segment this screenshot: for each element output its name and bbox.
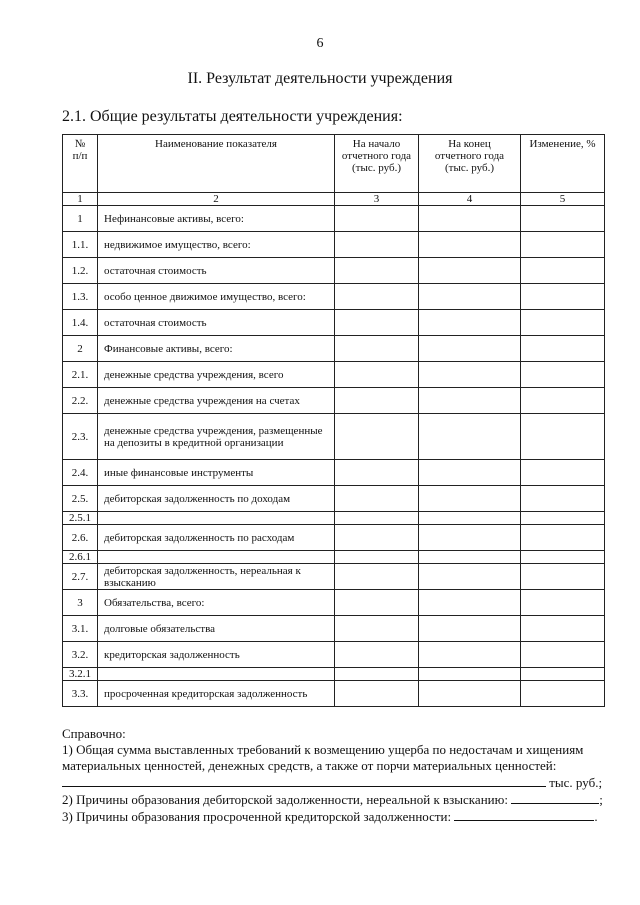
value-change-percent[interactable] xyxy=(521,551,605,564)
row-indicator-name: Финансовые активы, всего: xyxy=(98,336,335,362)
note-3 xyxy=(62,808,607,825)
table-row xyxy=(63,460,605,486)
value-change-percent[interactable] xyxy=(521,642,605,668)
table-row xyxy=(63,525,605,551)
value-start-of-year[interactable] xyxy=(335,616,419,642)
value-end-of-year[interactable] xyxy=(419,525,521,551)
table-row xyxy=(63,336,605,362)
value-start-of-year[interactable] xyxy=(335,388,419,414)
table-row xyxy=(63,232,605,258)
value-start-of-year[interactable] xyxy=(335,460,419,486)
row-number: 2.1. xyxy=(63,362,98,388)
value-change-percent[interactable] xyxy=(521,525,605,551)
value-start-of-year[interactable] xyxy=(335,414,419,460)
value-change-percent[interactable] xyxy=(521,681,605,707)
note-1-line-1: 1) Общая сумма выставленных требований к возмещению ущерба по недостачам и хищениям xyxy=(62,742,584,757)
value-end-of-year[interactable] xyxy=(419,590,521,616)
column-number: 4 xyxy=(419,193,521,206)
row-number: 3.2. xyxy=(63,642,98,668)
header-indicator: Наименование показателя xyxy=(98,135,335,193)
table-row xyxy=(63,486,605,512)
row-indicator-name xyxy=(98,668,335,681)
value-change-percent[interactable] xyxy=(521,414,605,460)
value-end-of-year[interactable] xyxy=(419,460,521,486)
value-change-percent[interactable] xyxy=(521,362,605,388)
note-3-text: 3) Причины образования просроченной кредиторской задолженности: xyxy=(62,809,452,824)
value-start-of-year[interactable] xyxy=(335,486,419,512)
row-number: 2.6. xyxy=(63,525,98,551)
table-row xyxy=(63,310,605,336)
column-number: 1 xyxy=(63,193,98,206)
row-indicator-name: денежные средства учреждения, всего xyxy=(98,362,335,388)
row-number: 2.2. xyxy=(63,388,98,414)
table-row xyxy=(63,590,605,616)
value-change-percent[interactable] xyxy=(521,668,605,681)
row-number: 3.2.1 xyxy=(63,668,98,681)
row-indicator-name xyxy=(98,551,335,564)
note-2-blank-field[interactable] xyxy=(511,791,599,804)
table-header-row xyxy=(63,135,605,193)
note-1-line-2: материальных ценностей, денежных средств, а также от порчи материальных ценностей: xyxy=(62,758,557,773)
row-indicator-name: дебиторская задолженность по доходам xyxy=(98,486,335,512)
value-change-percent[interactable] xyxy=(521,460,605,486)
table-row xyxy=(63,616,605,642)
row-indicator-name: просроченная кредиторская задолженность xyxy=(98,681,335,707)
row-number: 3.3. xyxy=(63,681,98,707)
value-end-of-year[interactable] xyxy=(419,414,521,460)
header-number: № п/п xyxy=(63,135,98,193)
value-end-of-year[interactable] xyxy=(419,206,521,232)
value-start-of-year[interactable] xyxy=(335,206,419,232)
table-row xyxy=(63,681,605,707)
note-3-end: . xyxy=(594,809,598,824)
row-indicator-name: остаточная стоимость xyxy=(98,258,335,284)
value-start-of-year[interactable] xyxy=(335,681,419,707)
row-indicator-name: остаточная стоимость xyxy=(98,310,335,336)
header-end-of-year: На конец отчетного года (тыс. руб.) xyxy=(419,135,521,193)
note-1-unit: тыс. руб.; xyxy=(549,775,603,790)
value-end-of-year[interactable] xyxy=(419,616,521,642)
value-end-of-year[interactable] xyxy=(419,232,521,258)
table-row xyxy=(63,414,605,460)
table-row xyxy=(63,551,605,564)
value-start-of-year[interactable] xyxy=(335,336,419,362)
value-end-of-year[interactable] xyxy=(419,310,521,336)
row-number: 1.1. xyxy=(63,232,98,258)
table-row xyxy=(63,512,605,525)
page-number: 6 xyxy=(316,36,324,51)
value-end-of-year[interactable] xyxy=(419,388,521,414)
section-title: II. Результат деятельности учреждения xyxy=(187,70,453,87)
value-start-of-year[interactable] xyxy=(335,642,419,668)
value-start-of-year[interactable] xyxy=(335,512,419,525)
value-end-of-year[interactable] xyxy=(419,668,521,681)
note-2-end: ; xyxy=(599,792,603,807)
value-start-of-year[interactable] xyxy=(335,551,419,564)
row-number: 2.6.1 xyxy=(63,551,98,564)
row-indicator-name: особо ценное движимое имущество, всего: xyxy=(98,284,335,310)
row-number: 1.4. xyxy=(63,310,98,336)
note-2-text: 2) Причины образования дебиторской задолженности, нереальной к взысканию: xyxy=(62,792,508,807)
value-end-of-year[interactable] xyxy=(419,642,521,668)
header-change: Изменение, % xyxy=(521,135,605,193)
note-2 xyxy=(62,791,607,808)
row-indicator-name: долговые обязательства xyxy=(98,616,335,642)
reference-notes xyxy=(62,726,607,825)
value-start-of-year[interactable] xyxy=(335,525,419,551)
value-start-of-year[interactable] xyxy=(335,564,419,590)
table-row xyxy=(63,206,605,232)
value-end-of-year[interactable] xyxy=(419,681,521,707)
notes-heading: Справочно: xyxy=(62,726,126,741)
row-number: 3 xyxy=(63,590,98,616)
value-start-of-year[interactable] xyxy=(335,310,419,336)
value-start-of-year[interactable] xyxy=(335,258,419,284)
value-start-of-year[interactable] xyxy=(335,284,419,310)
row-indicator-name: дебиторская задолженность по расходам xyxy=(98,525,335,551)
row-indicator-name: денежные средства учреждения, размещенные на депозиты в кредитной организации xyxy=(98,414,335,460)
value-end-of-year[interactable] xyxy=(419,486,521,512)
note-3-blank-field[interactable] xyxy=(454,808,594,821)
results-table xyxy=(62,134,605,707)
value-start-of-year[interactable] xyxy=(335,668,419,681)
note-1-amount-line xyxy=(62,774,607,791)
table-row xyxy=(63,668,605,681)
value-start-of-year[interactable] xyxy=(335,232,419,258)
table-row xyxy=(63,284,605,310)
row-number: 3.1. xyxy=(63,616,98,642)
table-row xyxy=(63,564,605,590)
row-number: 2.4. xyxy=(63,460,98,486)
value-change-percent[interactable] xyxy=(521,564,605,590)
subsection-title: 2.1. Общие результаты деятельности учреждения: xyxy=(62,108,403,125)
table-row xyxy=(63,258,605,284)
value-end-of-year[interactable] xyxy=(419,336,521,362)
row-number: 2 xyxy=(63,336,98,362)
row-indicator-name: денежные средства учреждения на счетах xyxy=(98,388,335,414)
value-start-of-year[interactable] xyxy=(335,362,419,388)
row-number: 2.5. xyxy=(63,486,98,512)
row-number: 1 xyxy=(63,206,98,232)
column-number: 2 xyxy=(98,193,335,206)
value-end-of-year[interactable] xyxy=(419,362,521,388)
value-start-of-year[interactable] xyxy=(335,590,419,616)
row-indicator-name: кредиторская задолженность xyxy=(98,642,335,668)
value-end-of-year[interactable] xyxy=(419,258,521,284)
table-row xyxy=(63,388,605,414)
value-change-percent[interactable] xyxy=(521,616,605,642)
table-body xyxy=(63,206,605,707)
row-number: 2.5.1 xyxy=(63,512,98,525)
value-end-of-year[interactable] xyxy=(419,284,521,310)
value-change-percent[interactable] xyxy=(521,232,605,258)
value-change-percent[interactable] xyxy=(521,206,605,232)
header-start-of-year: На начало отчетного года (тыс. руб.) xyxy=(335,135,419,193)
value-change-percent[interactable] xyxy=(521,388,605,414)
value-change-percent[interactable] xyxy=(521,258,605,284)
value-change-percent[interactable] xyxy=(521,284,605,310)
column-number: 5 xyxy=(521,193,605,206)
value-change-percent[interactable] xyxy=(521,310,605,336)
value-end-of-year[interactable] xyxy=(419,564,521,590)
row-indicator-name: иные финансовые инструменты xyxy=(98,460,335,486)
value-change-percent[interactable] xyxy=(521,486,605,512)
table-row xyxy=(63,642,605,668)
note-1-blank-field[interactable] xyxy=(62,774,546,787)
row-indicator-name xyxy=(98,512,335,525)
column-number-row xyxy=(63,193,605,206)
row-indicator-name: Нефинансовые активы, всего: xyxy=(98,206,335,232)
row-number: 2.7. xyxy=(63,564,98,590)
value-change-percent[interactable] xyxy=(521,590,605,616)
column-number: 3 xyxy=(335,193,419,206)
value-end-of-year[interactable] xyxy=(419,551,521,564)
row-number: 2.3. xyxy=(63,414,98,460)
value-change-percent[interactable] xyxy=(521,336,605,362)
row-indicator-name: дебиторская задолженность, нереальная к взысканию xyxy=(98,564,335,590)
value-change-percent[interactable] xyxy=(521,512,605,525)
table-row xyxy=(63,362,605,388)
value-end-of-year[interactable] xyxy=(419,512,521,525)
row-number: 1.2. xyxy=(63,258,98,284)
row-number: 1.3. xyxy=(63,284,98,310)
row-indicator-name: Обязательства, всего: xyxy=(98,590,335,616)
row-indicator-name: недвижимое имущество, всего: xyxy=(98,232,335,258)
